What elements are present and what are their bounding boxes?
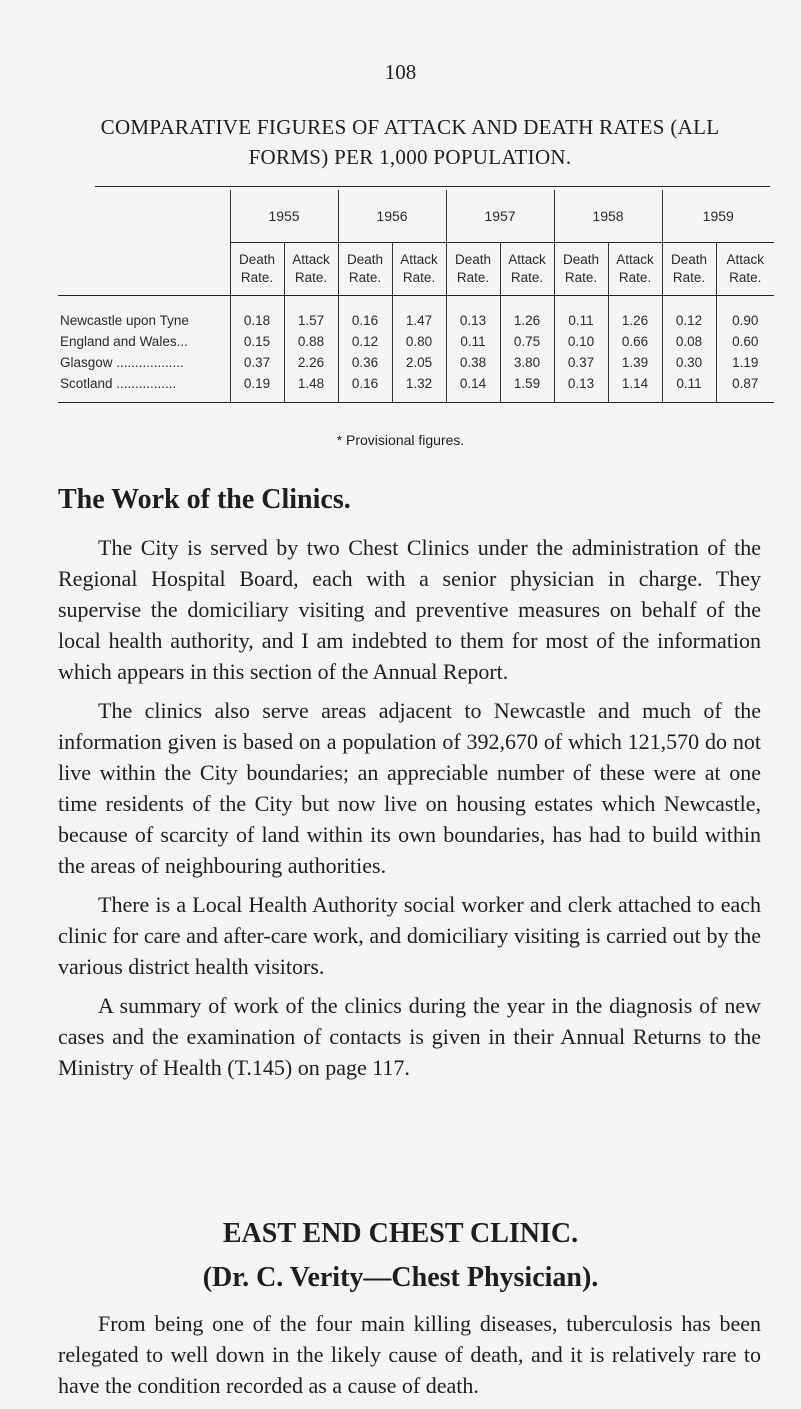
attack-rate-header: Attack Rate. xyxy=(284,243,338,296)
body-text xyxy=(58,532,761,1091)
attack-rate-cell: 1.57 xyxy=(284,296,338,332)
death-rate-cell: 0.37 xyxy=(230,352,284,373)
death-rate-header: Death Rate. xyxy=(446,243,500,296)
year-header: 1958 xyxy=(554,190,662,243)
table-title-line1: COMPARATIVE FIGURES OF ATTACK AND DEATH RATES (ALL xyxy=(100,115,720,139)
attack-rate-header: Attack Rate. xyxy=(392,243,446,296)
death-rate-cell: 0.19 xyxy=(230,373,284,403)
attack-rate-cell: 1.48 xyxy=(284,373,338,403)
death-rate-cell: 0.16 xyxy=(338,373,392,403)
attack-rate-cell: 2.26 xyxy=(284,352,338,373)
paragraph: From being one of the four main killing diseases, tuberculosis has been relegated to well down in the likely cause of death, and it is relatively rare to have the condition recorded as a cause of death. xyxy=(58,1311,761,1398)
death-rate-cell: 0.15 xyxy=(230,331,284,352)
attack-rate-cell: 1.59 xyxy=(500,373,554,403)
attack-rate-cell: 1.14 xyxy=(608,373,662,403)
death-rate-header: Death Rate. xyxy=(230,243,284,296)
death-rate-cell: 0.10 xyxy=(554,331,608,352)
death-rate-header: Death Rate. xyxy=(554,243,608,296)
section-heading: The Work of the Clinics. xyxy=(58,484,351,515)
attack-rate-header: Attack Rate. xyxy=(500,243,554,296)
attack-rate-header: Attack Rate. xyxy=(608,243,662,296)
paragraph: A summary of work of the clinics during the year in the diagnosis of new cases and the examination of contacts is given in their Annual Returns to the Ministry of Health (T.145) on page 117. xyxy=(58,993,761,1080)
death-rate-cell: 0.18 xyxy=(230,296,284,332)
attack-rate-cell: 3.80 xyxy=(500,352,554,373)
death-rate-cell: 0.12 xyxy=(338,331,392,352)
paragraph: There is a Local Health Authority social worker and clerk attached to each clinic for care and after-care work, and domiciliary visiting is carried out by the various district health visitors. xyxy=(58,892,761,979)
table-row xyxy=(58,296,774,332)
death-rate-header: Death Rate. xyxy=(662,243,716,296)
clinic-subheading: (Dr. C. Verity—Chest Physician). xyxy=(202,1262,599,1293)
table-title-line2: FORMS) PER 1,000 POPULATION. xyxy=(248,145,572,169)
rates-table xyxy=(58,190,774,403)
death-rate-cell: 0.38 xyxy=(446,352,500,373)
paragraph: The City is served by two Chest Clinics under the administration of the Regional Hospital Board, each with a senior physician in charge. They supervise the domiciliary visiting and preventive measures on behalf of the local health authority, and I am indebted to them for most of the information which appears in this section of the Annual Report. xyxy=(58,535,761,684)
table-top-rule xyxy=(95,186,770,187)
attack-rate-cell: 0.75 xyxy=(500,331,554,352)
attack-rate-cell: 1.47 xyxy=(392,296,446,332)
death-rate-cell: 0.12 xyxy=(662,296,716,332)
table-corner-cell xyxy=(58,243,230,296)
attack-rate-header: Attack Rate. xyxy=(716,243,774,296)
clinic-body-text xyxy=(58,1308,761,1409)
attack-rate-cell: 0.87 xyxy=(716,373,774,403)
attack-rate-cell: 1.26 xyxy=(500,296,554,332)
death-rate-cell: 0.30 xyxy=(662,352,716,373)
attack-rate-cell: 0.90 xyxy=(716,296,774,332)
death-rate-cell: 0.13 xyxy=(554,373,608,403)
death-rate-cell: 0.37 xyxy=(554,352,608,373)
death-rate-cell: 0.13 xyxy=(446,296,500,332)
footnote: * Provisional figures. xyxy=(336,432,465,448)
page-number: 108 xyxy=(384,60,417,84)
death-rate-header: Death Rate. xyxy=(338,243,392,296)
attack-rate-cell: 0.66 xyxy=(608,331,662,352)
year-header: 1957 xyxy=(446,190,554,243)
area-name-cell: England and Wales... xyxy=(60,334,188,349)
death-rate-cell: 0.11 xyxy=(554,296,608,332)
table-row xyxy=(58,331,774,352)
attack-rate-cell: 0.88 xyxy=(284,331,338,352)
death-rate-cell: 0.11 xyxy=(662,373,716,403)
death-rate-cell: 0.16 xyxy=(338,296,392,332)
death-rate-cell: 0.14 xyxy=(446,373,500,403)
attack-rate-cell: 0.60 xyxy=(716,331,774,352)
attack-rate-cell: 2.05 xyxy=(392,352,446,373)
death-rate-cell: 0.08 xyxy=(662,331,716,352)
paragraph: The clinics also serve areas adjacent to Newcastle and much of the information given is based on a population of 392,670 of which 121,570 do not live within the City boundaries; an appreciable number of these were at one time residents of the City but now live on housing estates which Newcastle, because of scarcity of land within its own boundaries, has had to build within the areas of neighbouring authorities. xyxy=(58,698,761,878)
area-name-cell: Glasgow .................. xyxy=(60,355,184,370)
year-header: 1955 xyxy=(230,190,338,243)
table-row xyxy=(58,373,774,403)
attack-rate-cell: 1.19 xyxy=(716,352,774,373)
table-row xyxy=(58,352,774,373)
table-title xyxy=(60,112,760,172)
attack-rate-cell: 1.32 xyxy=(392,373,446,403)
clinic-heading: EAST END CHEST CLINIC. xyxy=(222,1218,579,1249)
attack-rate-cell: 1.39 xyxy=(608,352,662,373)
attack-rate-cell: 1.26 xyxy=(608,296,662,332)
year-header: 1959 xyxy=(662,190,774,243)
year-header: 1956 xyxy=(338,190,446,243)
death-rate-cell: 0.11 xyxy=(446,331,500,352)
area-name-cell: Newcastle upon Tyne xyxy=(60,313,189,328)
table-body xyxy=(58,296,774,403)
death-rate-cell: 0.36 xyxy=(338,352,392,373)
table-corner-cell xyxy=(58,190,230,243)
attack-rate-cell: 0.80 xyxy=(392,331,446,352)
area-name-cell: Scotland ................ xyxy=(58,373,230,403)
